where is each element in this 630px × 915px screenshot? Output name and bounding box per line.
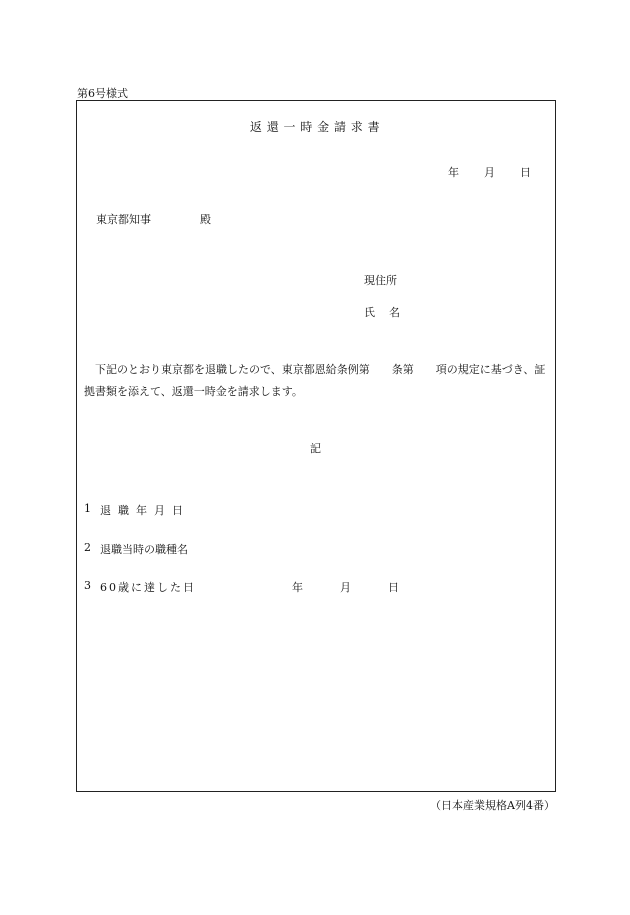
ki-heading: 記 xyxy=(310,442,321,455)
age-60-date-label: 60歳に達した日 xyxy=(100,581,196,594)
date-month-label: 月 xyxy=(484,166,495,179)
form-number-label: 第6号様式 xyxy=(77,87,128,100)
addressee: 東京都知事 xyxy=(96,213,151,226)
item-3-day-label: 日 xyxy=(388,581,399,594)
current-address-label: 現住所 xyxy=(364,274,397,287)
job-title-at-retirement-label: 退職当時の職種名 xyxy=(100,543,188,556)
paper-size-note: （日本産業規格A列4番） xyxy=(430,799,555,812)
name-label: 氏名 xyxy=(364,306,414,319)
date-year-label: 年 xyxy=(448,166,459,179)
honorific: 殿 xyxy=(200,213,211,226)
item-3-month-label: 月 xyxy=(340,581,351,594)
item-1-number: 1 xyxy=(84,502,91,515)
request-body-text: 下記のとおり東京都を退職したので、東京都恩給条例第 条第 項の規定に基づき、証拠書類を添えて、返還一時金を請求します。 xyxy=(84,363,546,398)
item-3-year-label: 年 xyxy=(292,581,303,594)
date-day-label: 日 xyxy=(520,166,531,179)
document-title: 返 還 一 時 金 請 求 書 xyxy=(249,120,381,134)
retirement-date-label: 退職年月日 xyxy=(100,504,190,517)
item-2-number: 2 xyxy=(84,541,91,554)
item-3-number: 3 xyxy=(84,579,91,592)
